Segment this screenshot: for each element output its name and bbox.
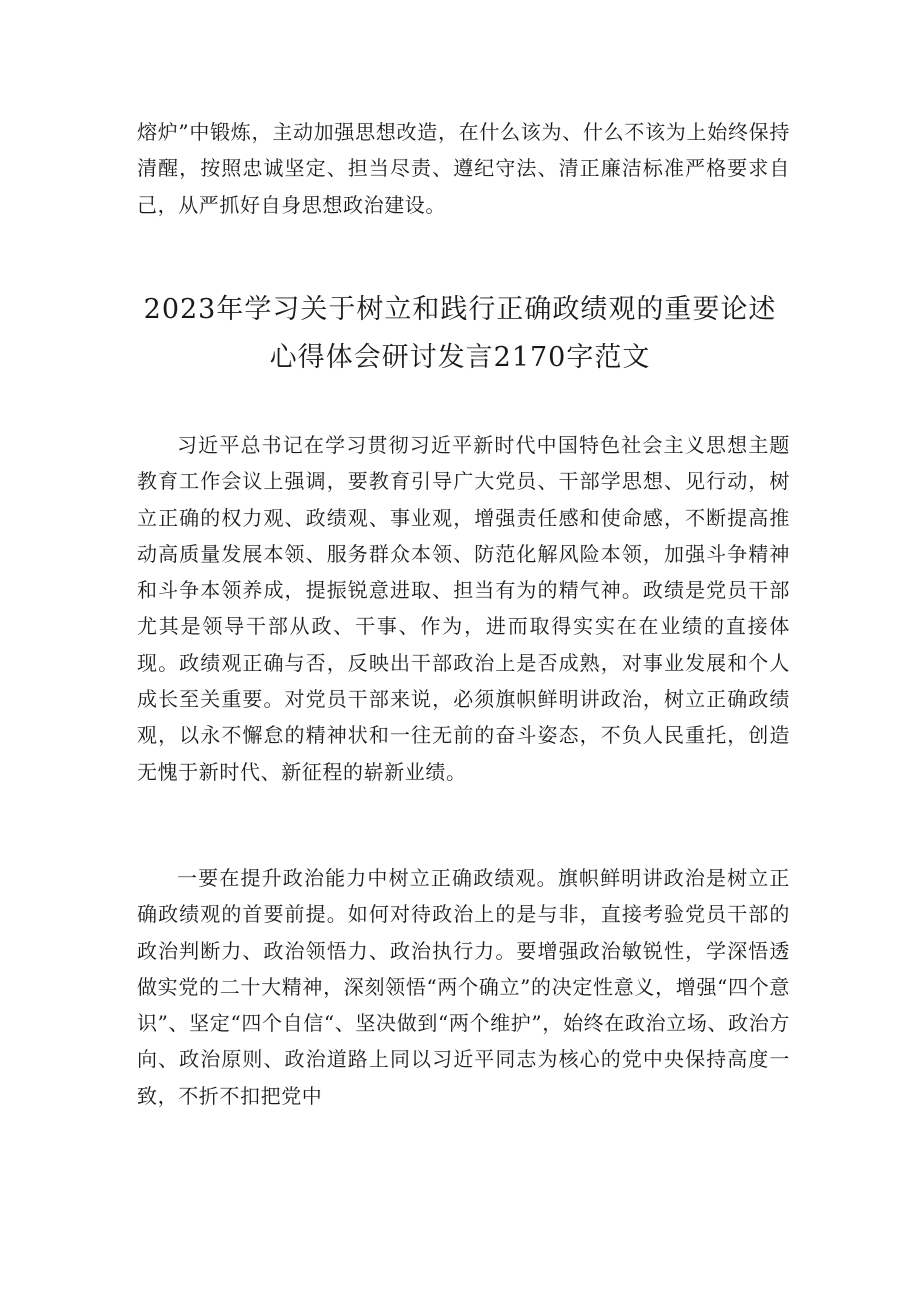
continued-paragraph: 熔炉”中锻炼，主动加强思想改造，在什么该为、什么不该为上始终保持清醒，按照忠诚坚定、担当尽责、遵纪守法、清正廉洁标准严格要求自己，从严抓好自身思想政治建设。: [137, 120, 790, 217]
document-title: [100, 286, 820, 382]
point-one-paragraph: 一要在提升政治能力中树立正确政绩观。旗帜鲜明讲政治是树立正确政绩观的首要前提。如何对待政治上的是与非，直接考验党员干部的政治判断力、政治领悟力、政治执行力。要增强政治敏锐性，学深悟透做实党的二十大精神，深刻领悟“两个确立”的决定性意义，增强“四个意识”、坚定“四个自信“、坚决做到“两个维护”，始终在政治立场、政治方向、政治原则、政治道路上同以习近平同志为核心的党中央保持高度一致，不折不扣把党中: [137, 866, 790, 1108]
title-line-2: 心得体会研讨发言2170字范文: [269, 342, 651, 373]
title-line-1: 2023年学习关于树立和践行正确政绩观的重要论述: [143, 294, 777, 325]
intro-paragraph: 习近平总书记在学习贯彻习近平新时代中国特色社会主义思想主题教育工作会议上强调，要教育引导广大党员、干部学思想、见行动，树立正确的权力观、政绩观、事业观，增强责任感和使命感，不断提高推动高质量发展本领、服务群众本领、防范化解风险本领，加强斗争精神和斗争本领养成，提振锐意进取、担当有为的精气神。政绩是党员干部尤其是领导干部从政、干事、作为，进而取得实实在在业绩的直接体现。政绩观正确与否，反映出干部政治上是否成熟，对事业发展和个人成长至关重要。对党员干部来说，必须旗帜鲜明讲政治，树立正确政绩观，以永不懈怠的精神状和一往无前的奋斗姿态，不负人民重托，创造无愧于新时代、新征程的崭新业绩。: [137, 433, 790, 784]
